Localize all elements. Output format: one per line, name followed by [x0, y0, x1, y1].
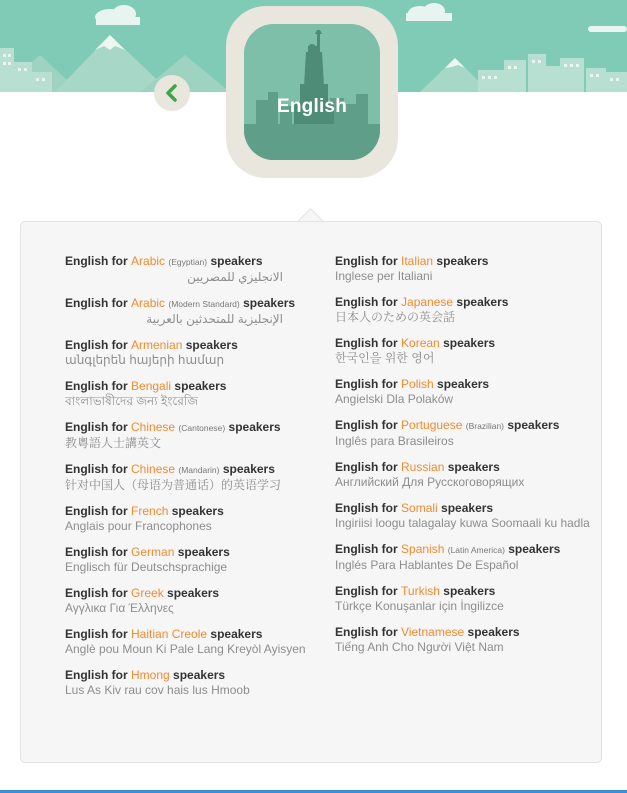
language-name: German: [131, 545, 175, 559]
title-suffix: speakers: [436, 254, 489, 268]
language-option[interactable]: [335, 336, 597, 366]
language-option-title: [335, 336, 597, 351]
language-option[interactable]: [335, 295, 597, 325]
title-prefix: English for: [65, 462, 128, 476]
language-option-title: [335, 501, 597, 516]
language-option-title: [65, 462, 313, 478]
title-suffix: speakers: [507, 418, 560, 432]
title-suffix: speakers: [167, 586, 220, 600]
language-name: Japanese: [401, 295, 454, 309]
native-title: անգլերեն հայերի համար: [65, 353, 225, 367]
course-badge-image: [244, 24, 380, 160]
language-option-title: [335, 584, 597, 599]
title-prefix: English for: [335, 542, 398, 556]
native-title: Inglês para Brasileiros: [335, 434, 454, 448]
native-title: Английский Для Русскоговорящих: [335, 475, 525, 489]
title-prefix: English for: [65, 504, 128, 518]
language-option[interactable]: [65, 627, 313, 657]
native-title: 한국인을 위한 영어: [335, 351, 435, 365]
title-prefix: English for: [335, 625, 398, 639]
native-title: الإنجليزية للمتحدثين بالعربية: [146, 312, 283, 326]
title-suffix: speakers: [174, 379, 227, 393]
language-qualifier: (Egyptian): [168, 257, 208, 267]
language-option-title: [65, 586, 313, 601]
native-title: Anglè pou Moun Ki Pale Lang Kreyòl Ayisyen: [65, 642, 306, 656]
title-prefix: English for: [335, 377, 398, 391]
title-prefix: English for: [335, 336, 398, 350]
language-qualifier: (Mandarin): [178, 465, 220, 475]
statue-of-liberty-icon: [244, 24, 380, 160]
native-title: الانجليزي للمصريين: [187, 270, 283, 284]
title-prefix: English for: [335, 418, 398, 432]
language-column-left: [65, 254, 313, 709]
title-suffix: speakers: [210, 627, 263, 641]
language-name: Chinese: [131, 420, 176, 434]
language-option[interactable]: [65, 420, 313, 451]
native-title: 日本人のための英会話: [335, 310, 456, 324]
title-suffix: speakers: [228, 420, 281, 434]
title-prefix: English for: [65, 668, 128, 682]
course-title: English: [276, 96, 347, 117]
title-prefix: English for: [335, 295, 398, 309]
language-column-right: [335, 254, 597, 666]
title-suffix: speakers: [456, 295, 509, 309]
language-name: Russian: [401, 460, 445, 474]
language-qualifier: (Latin America): [447, 545, 505, 555]
title-suffix: speakers: [222, 462, 275, 476]
language-option[interactable]: [335, 584, 597, 614]
title-prefix: English for: [335, 254, 398, 268]
native-title: 教粵語人士講英文: [65, 436, 162, 450]
native-title: Αγγλικα Για Έλληνες: [65, 601, 174, 615]
language-name: Haitian Creole: [131, 627, 208, 641]
chevron-left-icon: [163, 84, 181, 102]
language-option[interactable]: [335, 377, 597, 407]
language-option[interactable]: [335, 460, 597, 490]
language-option[interactable]: [335, 418, 597, 449]
language-option[interactable]: [335, 254, 597, 284]
language-name: Spanish: [401, 542, 445, 556]
title-prefix: English for: [335, 460, 398, 474]
native-title: 针对中国人（母语为普通话）的英语学习: [65, 478, 282, 492]
language-option-title: [335, 418, 597, 434]
language-name: Polish: [401, 377, 434, 391]
language-option[interactable]: [65, 668, 313, 698]
title-prefix: English for: [65, 296, 128, 310]
title-suffix: speakers: [441, 501, 494, 515]
language-option[interactable]: [65, 338, 313, 368]
language-option-title: [65, 420, 313, 436]
language-option[interactable]: [335, 501, 597, 531]
title-prefix: English for: [335, 501, 398, 515]
language-name: Turkish: [401, 584, 440, 598]
language-name: Somali: [401, 501, 438, 515]
title-suffix: speakers: [437, 377, 490, 391]
language-option[interactable]: [335, 625, 597, 655]
title-suffix: speakers: [508, 542, 561, 556]
native-title: Ingiriisi loogu talagalay kuwa Soomaali ku hadla: [335, 516, 590, 530]
native-title: Tiếng Anh Cho Người Việt Nam: [335, 640, 504, 654]
title-suffix: speakers: [173, 668, 226, 682]
language-name: Vietnamese: [401, 625, 465, 639]
title-suffix: speakers: [467, 625, 520, 639]
language-option[interactable]: [65, 296, 313, 327]
language-name: Hmong: [131, 668, 170, 682]
language-name: Armenian: [131, 338, 183, 352]
language-option[interactable]: [65, 545, 313, 575]
language-qualifier: (Brazilian): [465, 421, 505, 431]
language-name: Italian: [401, 254, 434, 268]
title-prefix: English for: [335, 584, 398, 598]
title-suffix: speakers: [443, 584, 496, 598]
title-prefix: English for: [65, 586, 128, 600]
native-title: Lus As Kiv rau cov hais lus Hmoob: [65, 683, 250, 697]
language-option-title: [65, 545, 313, 560]
language-option-title: [65, 504, 313, 519]
back-button[interactable]: [154, 75, 190, 111]
language-option-title: [65, 379, 313, 394]
title-prefix: English for: [65, 254, 128, 268]
language-option[interactable]: [65, 254, 313, 285]
title-suffix: speakers: [210, 254, 263, 268]
language-option[interactable]: [65, 504, 313, 534]
language-option[interactable]: [65, 462, 313, 493]
native-title: বাংলাভাষীদের জন্য ইংরেজি: [65, 394, 198, 408]
language-option[interactable]: [65, 586, 313, 616]
title-suffix: speakers: [443, 336, 496, 350]
language-option-title: [65, 668, 313, 683]
language-list-panel: [20, 221, 602, 763]
language-option-title: [65, 627, 313, 642]
language-name: Arabic: [131, 254, 166, 268]
native-title: Inglese per Italiani: [335, 269, 433, 283]
title-suffix: speakers: [447, 460, 500, 474]
language-name: Greek: [131, 586, 164, 600]
native-title: Inglés Para Hablantes De Español: [335, 558, 519, 572]
language-name: French: [131, 504, 169, 518]
native-title: Angielski Dla Polaków: [335, 392, 454, 406]
language-name: Arabic: [131, 296, 166, 310]
language-option-title: [65, 296, 313, 312]
language-option-title: [335, 460, 597, 475]
title-suffix: speakers: [185, 338, 238, 352]
language-name: Chinese: [131, 462, 176, 476]
language-option-title: [65, 338, 313, 353]
native-title: Anglais pour Francophones: [65, 519, 212, 533]
language-option[interactable]: [65, 379, 313, 409]
language-option[interactable]: [335, 542, 597, 573]
course-badge: [226, 6, 398, 178]
title-suffix: speakers: [171, 504, 224, 518]
language-qualifier: (Cantonese): [178, 423, 226, 433]
title-suffix: speakers: [177, 545, 230, 559]
language-option-title: [335, 295, 597, 310]
language-option-title: [335, 625, 597, 640]
title-prefix: English for: [65, 338, 128, 352]
native-title: Türkçe Konuşanlar için İngilizce: [335, 599, 504, 613]
language-name: Portuguese: [401, 418, 463, 432]
language-option-title: [65, 254, 313, 270]
language-name: Bengali: [131, 379, 172, 393]
language-option-title: [335, 542, 597, 558]
language-option-title: [335, 377, 597, 392]
title-prefix: English for: [65, 420, 128, 434]
title-suffix: speakers: [243, 296, 296, 310]
native-title: Englisch für Deutschsprachige: [65, 560, 228, 574]
title-prefix: English for: [65, 379, 128, 393]
title-prefix: English for: [65, 545, 128, 559]
language-qualifier: (Modern Standard): [168, 299, 240, 309]
language-name: Korean: [401, 336, 440, 350]
title-prefix: English for: [65, 627, 128, 641]
language-option-title: [335, 254, 597, 269]
